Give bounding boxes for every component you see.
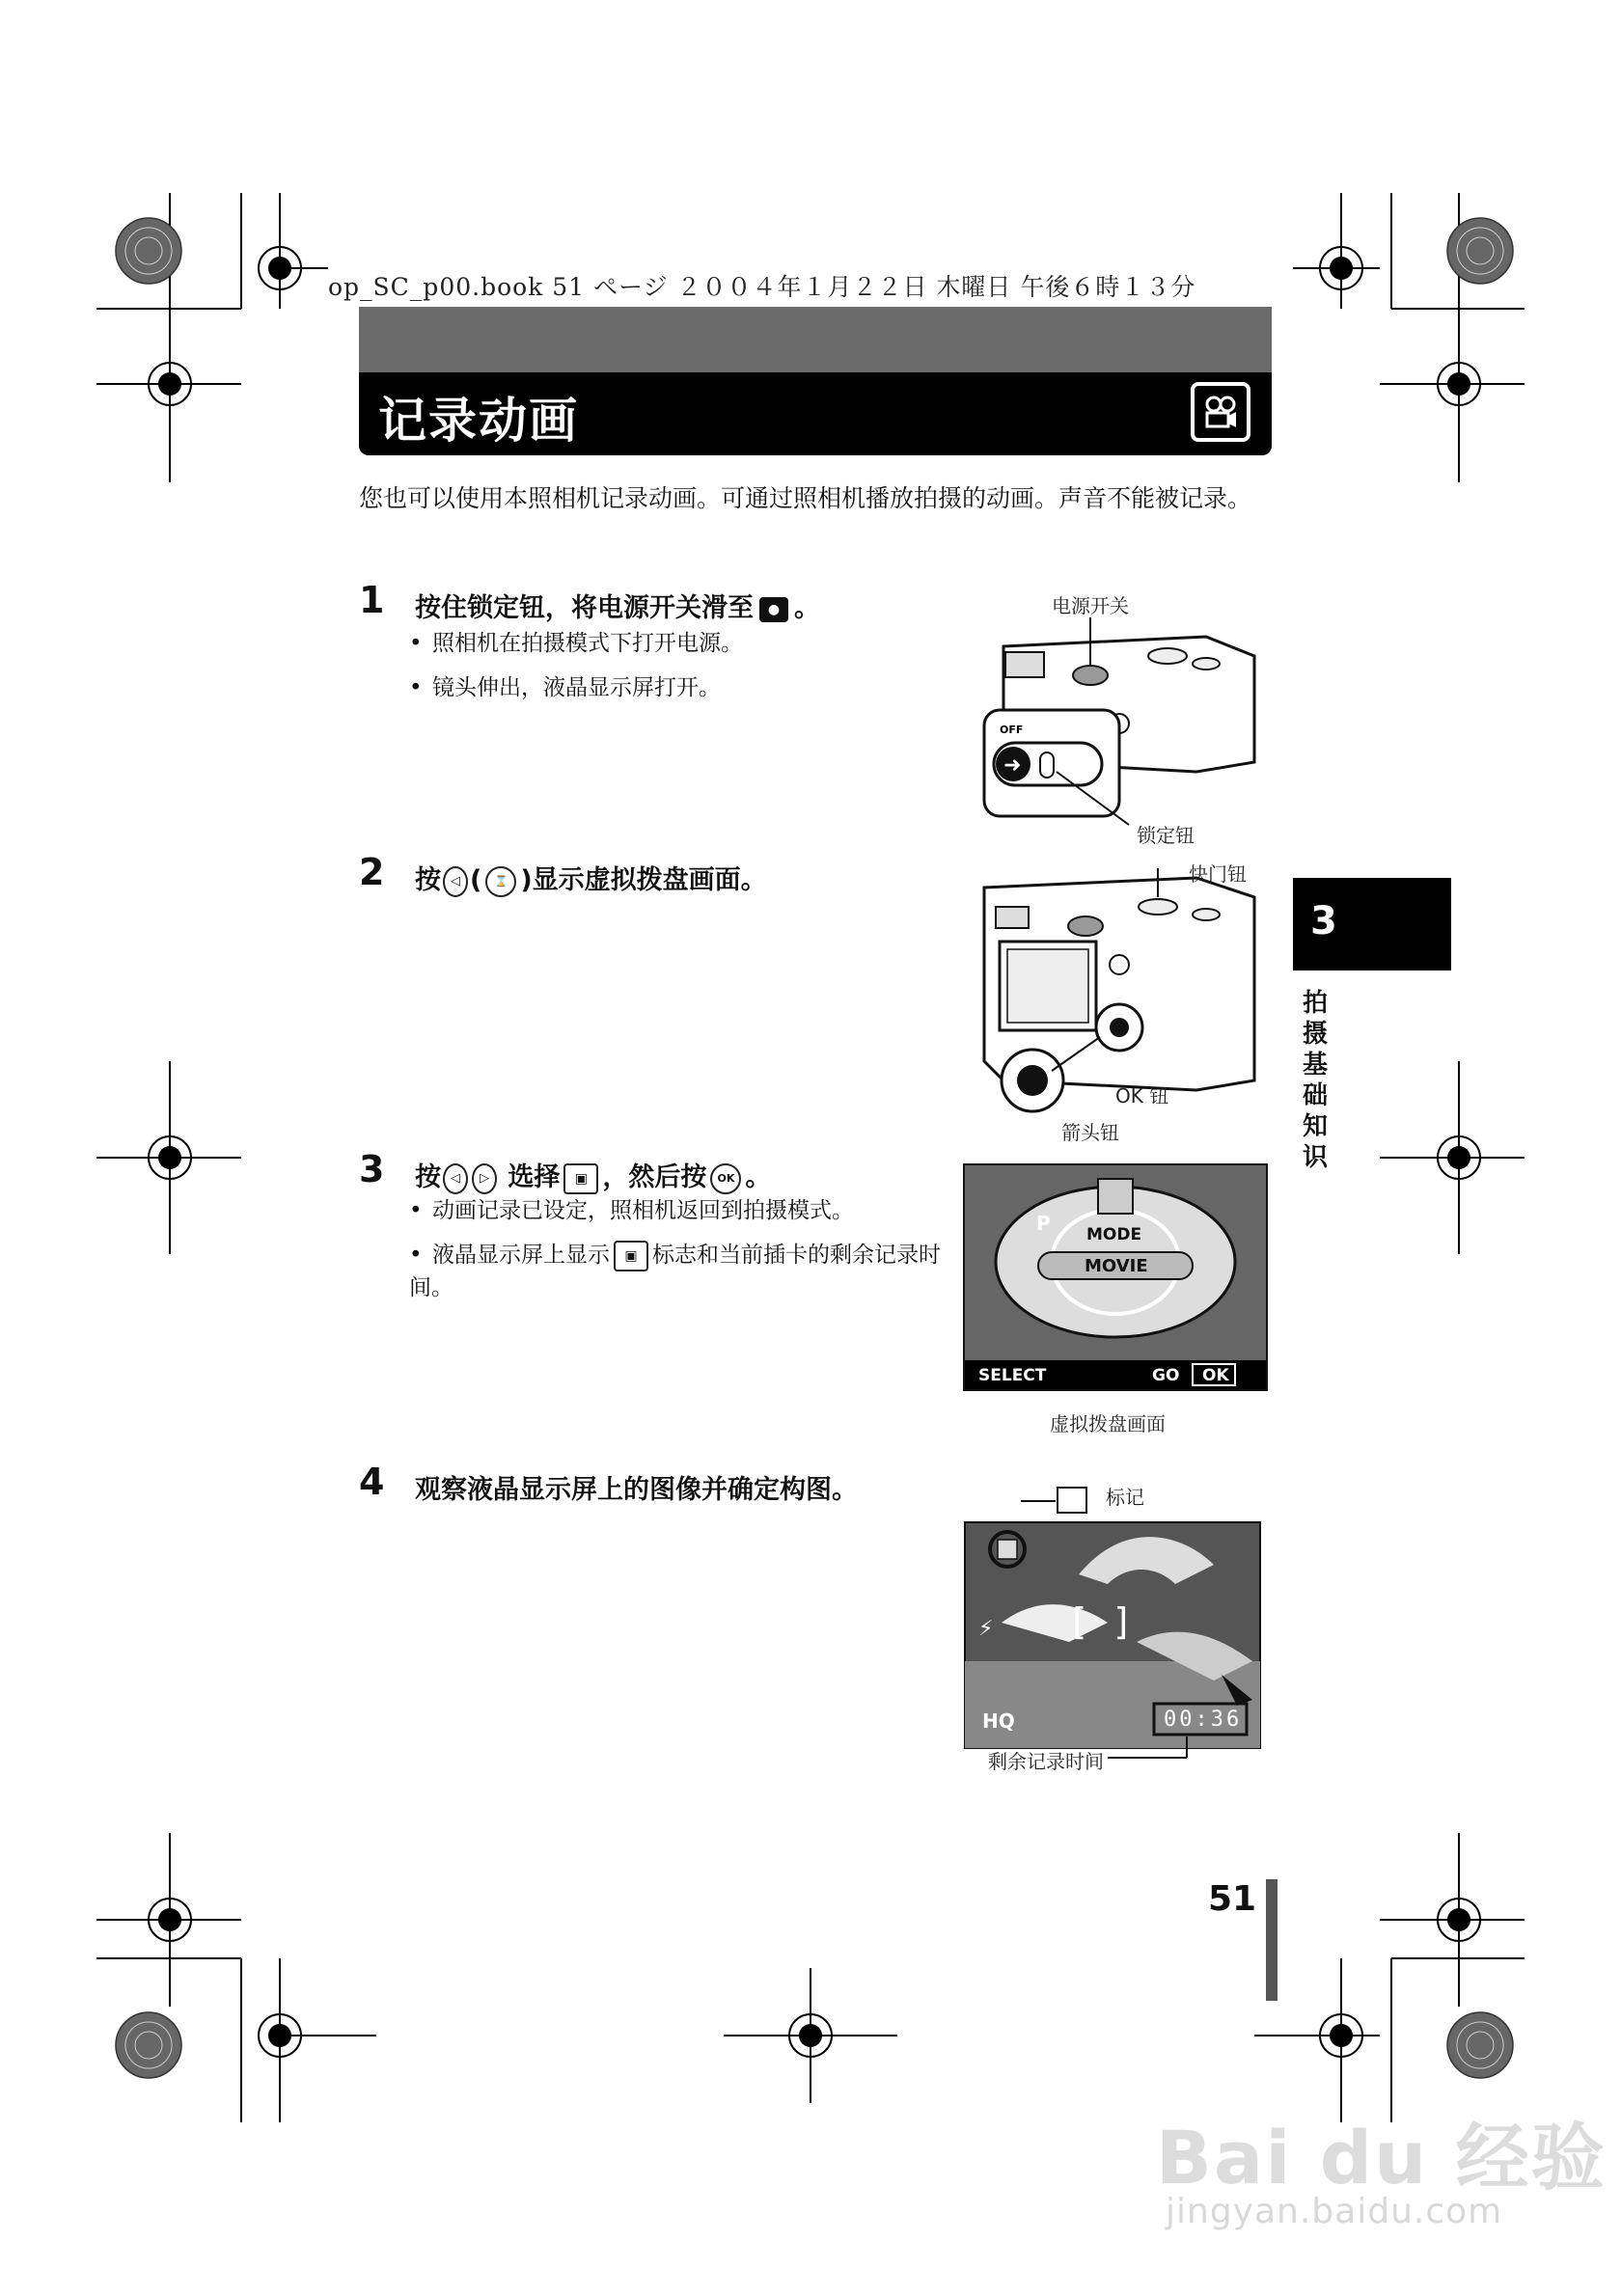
step-number: 4: [359, 1461, 385, 1503]
movie-icon: ▣: [563, 1163, 598, 1194]
page-number: 51: [1208, 1879, 1257, 1919]
lock-button-label: 锁定钮: [1137, 824, 1195, 847]
power-switch-label: 电源开关: [1052, 594, 1129, 617]
bullet-item: • 照相机在拍摄模式下打开电源。: [409, 631, 743, 656]
self-timer-icon: ⌛: [485, 866, 516, 897]
svg-text:➜: ➜: [1003, 753, 1022, 778]
chapter-title: 拍摄基础知识: [1302, 989, 1328, 1172]
arrow-button-label: 箭头钮: [1061, 1121, 1119, 1144]
shutter-button-label: 快门钮: [1189, 862, 1247, 886]
page-title: 记录动画: [378, 393, 579, 449]
bullet-item: • 镜头伸出，液晶显示屏打开。: [409, 675, 721, 700]
bullet-item: • 液晶显示屏上显示 ▣ 标志和当前插卡的剩余记录时间。: [409, 1239, 949, 1304]
watermark-logo: Bai du 经验: [1156, 2115, 1607, 2200]
ok-button-label: OK 钮: [1115, 1084, 1169, 1107]
dial-go-label: GO: [1152, 1366, 1180, 1385]
mark-label: 标记: [1106, 1486, 1144, 1509]
step-title-text: 按住锁定钮，将电源开关滑至: [415, 593, 754, 623]
ok-icon: OK: [710, 1163, 741, 1194]
flash-icon: ⚡: [978, 1617, 994, 1641]
dial-p-label: P: [1036, 1212, 1051, 1235]
page-number-bar: [1266, 1879, 1278, 2001]
arrow-right-icon: ▷: [472, 1163, 497, 1194]
movie-icon: ▣: [614, 1241, 648, 1271]
dial-movie-label: MOVIE: [1085, 1256, 1148, 1276]
step-number: 2: [359, 851, 385, 893]
svg-text:[ ]: [ ]: [1067, 1600, 1134, 1643]
movie-mode-icon: [1191, 382, 1250, 442]
arrow-left-icon: ◁: [443, 1163, 468, 1194]
title-bar-top: [359, 307, 1272, 372]
lcd-quality: HQ: [982, 1709, 1015, 1733]
lcd-remaining-time: 00:36: [1164, 1708, 1243, 1732]
svg-text:OFF: OFF: [1000, 724, 1024, 736]
bullet-item: • 动画记录已设定，照相机返回到拍摄模式。: [409, 1198, 854, 1223]
step-number: 1: [359, 579, 385, 621]
camera-icon: ●: [759, 597, 788, 622]
dial-ok-label: OK: [1202, 1366, 1229, 1385]
step-number: 3: [359, 1148, 385, 1190]
remaining-time-label: 剩余记录时间: [988, 1750, 1104, 1773]
virtual-dial-screen: [963, 1163, 1268, 1391]
step-title: 按 ◁ ( ⌛ )显示虚拟拨盘画面。: [415, 865, 767, 895]
dial-select-label: SELECT: [978, 1366, 1047, 1385]
print-file-info: op_SC_p00.book 51 ページ ２００４年１月２２日 木曜日 午後６時１３分: [328, 273, 1196, 301]
intro-paragraph: 您也可以使用本照相机记录动画。可通过照相机播放拍摄的动画。声音不能被记录。: [359, 484, 1252, 512]
camera-top-illustration: [965, 617, 1274, 839]
watermark-url: jingyan.baidu.com: [1166, 2192, 1503, 2231]
dial-caption: 虚拟拨盘画面: [1050, 1412, 1166, 1435]
step-title: 按 ◁ ▷ 选择 ▣ ，然后按 OK 。: [415, 1162, 772, 1192]
arrow-left-icon: ◁: [443, 866, 468, 897]
step-title: [415, 587, 820, 624]
dial-mode-label: MODE: [1086, 1225, 1142, 1244]
step-title: 观察液晶显示屏上的图像并确定构图。: [415, 1475, 858, 1505]
step-title-end: 。: [794, 593, 820, 623]
chapter-number: 3: [1310, 899, 1337, 943]
